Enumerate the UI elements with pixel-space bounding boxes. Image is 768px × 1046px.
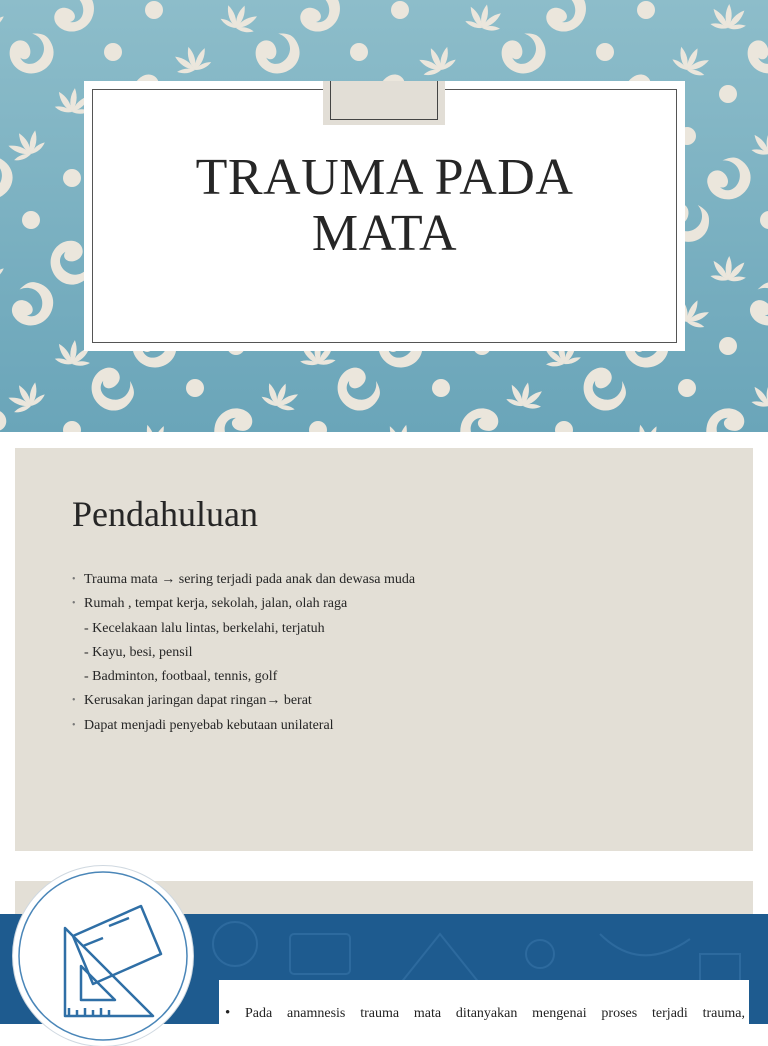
dot-motif — [186, 379, 204, 397]
paisley-motif — [3, 25, 62, 83]
bullet-text: Kerusakan jaringan dapat ringan→ berat — [84, 693, 312, 709]
dot-motif — [678, 379, 696, 397]
bullet-text: Trauma mata → sering terjadi pada anak dan dewasa muda — [84, 572, 416, 587]
dot-motif — [350, 43, 368, 61]
sub-item-text: - Kayu, besi, pensil — [84, 644, 193, 660]
paisley-motif — [10, 279, 57, 329]
dot-motif — [391, 1, 409, 19]
title-slide — [0, 0, 768, 432]
leaf-motif — [710, 255, 748, 283]
sub-item-text: - Kecelakaan lalu lintas, berkelahi, terjatuh — [84, 620, 325, 636]
paisley-motif — [84, 362, 141, 417]
sub-item-text: - Badminton, footbaal, tennis, golf — [84, 669, 278, 685]
sub-item — [72, 617, 712, 641]
dot-motif — [63, 421, 81, 432]
paisley-motif — [495, 25, 554, 83]
leaf-motif — [373, 419, 417, 432]
slide-title-line-1: TRAUMA PADA — [195, 149, 574, 206]
dot-motif — [432, 379, 450, 397]
leaf-motif — [0, 0, 7, 39]
dot-motif — [555, 421, 573, 432]
slide-heading: Pendahuluan — [72, 494, 258, 534]
dot-motif — [719, 337, 737, 355]
title-card-tab-inner — [330, 81, 438, 120]
leaf-motif — [629, 418, 673, 432]
intro-slide — [15, 448, 753, 851]
bullet-marker: • — [225, 1005, 231, 1021]
paisley-motif — [576, 362, 633, 417]
paisley-motif — [748, 279, 768, 329]
dot-motif — [22, 211, 40, 229]
dot-motif — [104, 43, 122, 61]
leaf-motif — [171, 42, 213, 77]
paisley-motif — [249, 25, 308, 83]
title-card-tab — [323, 81, 445, 125]
leaf-motif — [0, 250, 7, 291]
leaf-motif — [751, 129, 768, 157]
leaf-motif — [710, 3, 748, 31]
bullet-marker: • — [72, 719, 76, 731]
emblem-badge — [13, 866, 193, 1046]
text-line: Pada anamnesis trauma mata ditanyakan mengenai proses terjadi trauma, — [245, 1006, 745, 1021]
dot-motif — [145, 1, 163, 19]
leaf-motif — [670, 40, 714, 79]
bullet-text: Rumah , tempat kerja, sekolah, jalan, olah raga — [84, 596, 348, 612]
geometry-tools-icon — [13, 866, 193, 1046]
leaf-motif — [130, 420, 172, 432]
dot-motif — [719, 85, 737, 103]
bullet-list — [72, 568, 712, 738]
bullet-item — [72, 568, 712, 592]
leaf-motif — [218, 0, 261, 37]
sub-item — [72, 641, 712, 665]
leaf-motif — [259, 377, 302, 414]
paisley-motif — [330, 362, 387, 417]
bullet-item — [72, 689, 712, 713]
leaf-motif — [414, 41, 458, 80]
paisley-motif — [457, 406, 504, 432]
leaf-motif — [3, 124, 47, 165]
paisley-motif — [54, 0, 94, 32]
dot-motif — [63, 169, 81, 187]
bullet-marker: • — [72, 598, 76, 610]
dot-motif — [637, 1, 655, 19]
slide-title-line-2: MATA — [311, 205, 458, 262]
text-box — [219, 980, 749, 1040]
leaf-motif — [505, 379, 546, 412]
paisley-motif — [703, 406, 750, 432]
paisley-motif — [741, 25, 768, 83]
dot-motif — [309, 421, 327, 432]
slide-title — [84, 150, 685, 262]
paisley-motif — [0, 406, 11, 432]
bullet-text: Dapat menjadi penyebab kebutaan unilateral — [84, 717, 334, 733]
bullet-marker: • — [72, 574, 76, 585]
paisley-motif — [702, 150, 759, 208]
dot-motif — [596, 43, 614, 61]
sub-item — [72, 665, 712, 689]
leaf-motif — [464, 1, 505, 34]
bullet-marker: • — [72, 695, 76, 707]
leaf-motif — [751, 381, 768, 409]
leaf-motif — [3, 376, 47, 417]
bullet-item — [72, 714, 712, 738]
dot-motif — [760, 211, 768, 229]
paisley-motif — [300, 0, 340, 32]
bullet-item — [72, 592, 712, 616]
paisley-motif — [546, 0, 586, 32]
paisley-motif — [211, 406, 258, 432]
